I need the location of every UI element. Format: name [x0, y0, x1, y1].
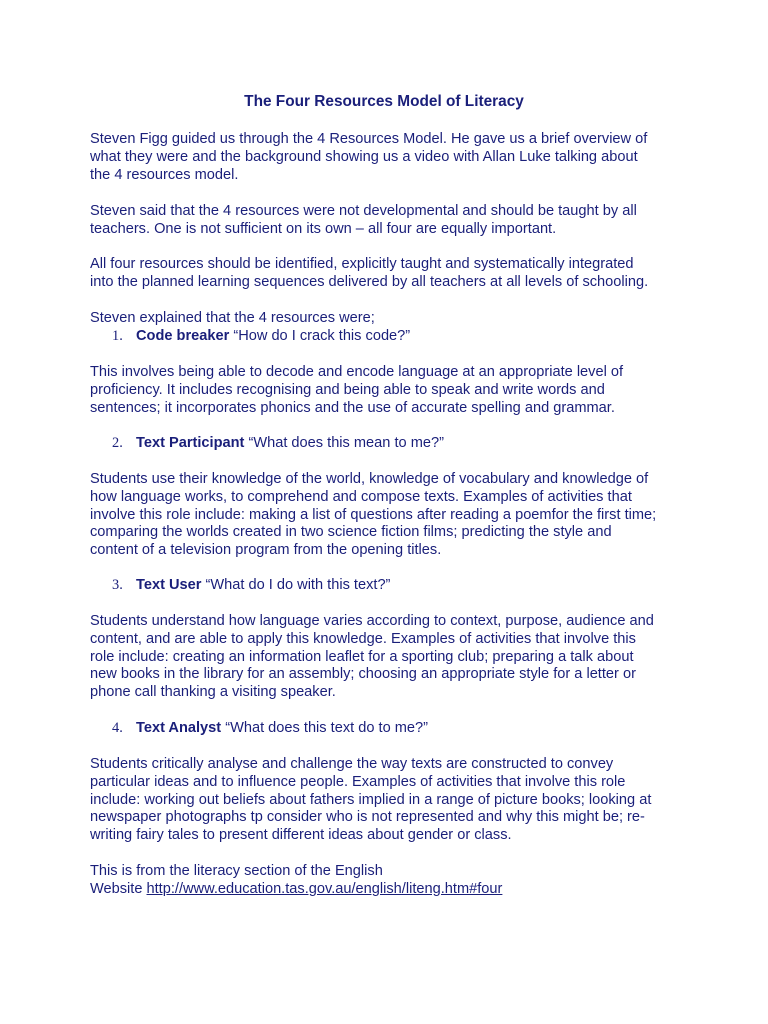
paragraph-line: content, and are able to apply this knowledge. Examples of activities that involve this	[90, 630, 636, 647]
source-prefix: Website	[90, 880, 147, 897]
resource-question: “What do I do with this text?”	[201, 577, 391, 593]
intro-line: what they were and the background showing us a video with Allan Luke talking about	[90, 148, 638, 165]
paragraph-line: phone call thanking a visiting speaker.	[90, 684, 336, 701]
paragraph-line: particular ideas and to influence people. Examples of activities that involve this role	[90, 773, 626, 790]
source-line: This is from the literacy section of the English	[90, 863, 383, 879]
paragraph-line: comparing the worlds created in two science fiction films; predicting the style and	[90, 524, 612, 541]
integration-paragraph	[90, 256, 690, 292]
resource-item-text-participant	[112, 435, 444, 453]
resource-role: Code breaker	[136, 328, 230, 344]
list-number: 4.	[112, 720, 123, 736]
paragraph-line: teachers. One is not sufficient on its own – all four are equally important.	[90, 220, 557, 237]
intro-paragraph	[90, 131, 690, 184]
paragraph-line: include: working out beliefs about fathers implied in a range of picture books; looking at	[90, 791, 652, 808]
paragraph-line: All four resources should be identified, explicitly taught and systematically integrated	[90, 256, 634, 272]
resource-item-text-analyst	[112, 720, 428, 738]
resource-item-code-breaker	[112, 328, 410, 346]
resource-question: “What does this text do to me?”	[221, 720, 428, 736]
intro-line: the 4 resources model.	[90, 166, 239, 183]
resource-role: Text Participant	[136, 435, 245, 451]
resource-question: “How do I crack this code?”	[229, 328, 411, 344]
resources-intro-paragraph	[90, 310, 690, 328]
paragraph-line: This involves being able to decode and encode language at an appropriate level of	[90, 364, 624, 380]
resource-description	[90, 756, 690, 845]
resource-description	[90, 364, 690, 417]
paragraph-line: Steven said that the 4 resources were not developmental and should be taught by all	[90, 203, 637, 219]
resource-description	[90, 471, 690, 560]
list-number: 3.	[112, 577, 123, 593]
paragraph-line: Students use their knowledge of the world, knowledge of vocabulary and knowledge of	[90, 471, 649, 487]
paragraph-line: how language works, to comprehend and compose texts. Examples of activities that	[90, 488, 632, 505]
source-link[interactable]: http://www.education.tas.gov.au/english/liteng.htm#four	[146, 880, 503, 897]
paragraph-line: Steven explained that the 4 resources were;	[90, 310, 375, 326]
developmental-paragraph	[90, 203, 690, 239]
paragraph-line: proficiency. It includes recognising and being able to speak and write words and	[90, 381, 605, 398]
paragraph-line: newspaper photographs tp consider who is not represented and why this might be; re-	[90, 809, 645, 826]
list-number: 2.	[112, 435, 123, 451]
paragraph-line: involve this role include: making a list of questions after reading a poemfor the first time;	[90, 506, 657, 523]
paragraph-line: Students understand how language varies according to context, purpose, audience and	[90, 613, 654, 629]
resource-role: Text User	[136, 577, 202, 593]
resource-role: Text Analyst	[136, 720, 222, 736]
source-line	[90, 881, 690, 899]
paragraph-line: sentences; it incorporates phonics and the use of accurate spelling and grammar.	[90, 399, 615, 416]
resource-question: “What does this mean to me?”	[244, 435, 444, 451]
resource-description	[90, 613, 690, 702]
resource-item-text-user	[112, 577, 390, 595]
paragraph-line: Students critically analyse and challenge the way texts are constructed to convey	[90, 756, 614, 772]
document-title: The Four Resources Model of Literacy	[244, 93, 524, 110]
list-number: 1.	[112, 328, 123, 344]
paragraph-line: content of a television program from the opening titles.	[90, 542, 442, 559]
intro-line: Steven Figg guided us through the 4 Resources Model. He gave us a brief overview of	[90, 131, 648, 147]
paragraph-line: new books in the library for an assembly; choosing an appropriate style for a letter or	[90, 666, 636, 683]
source-paragraph	[90, 863, 690, 899]
paragraph-line: role include: creating an information leaflet for a sporting club; preparing a talk about	[90, 648, 634, 665]
paragraph-line: into the planned learning sequences delivered by all teachers at all levels of schooling.	[90, 273, 649, 290]
paragraph-line: writing fairy tales to present different ideas about gender or class.	[90, 827, 512, 844]
